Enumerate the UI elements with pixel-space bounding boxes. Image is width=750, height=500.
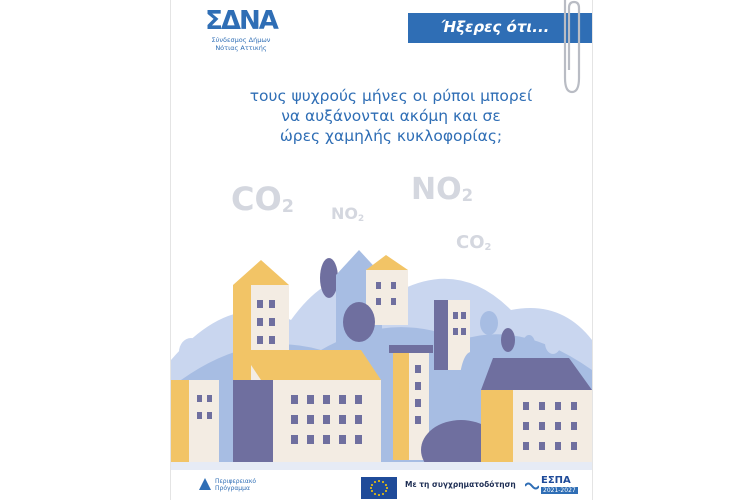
co2-label-small: $CO_2$ xyxy=(456,232,492,253)
regional-program-line2: Πρόγραμμα xyxy=(215,485,250,492)
footer xyxy=(171,470,592,500)
co2-label-large: $CO_2$ xyxy=(231,180,294,218)
question-line-2: να αυξάνονται ακόμη και σε xyxy=(281,107,501,125)
organization-logo xyxy=(201,6,281,52)
no2-label-large: $NO_2$ xyxy=(411,172,474,207)
logo-org-line1: Σύνδεσμος Δήμων xyxy=(211,36,271,44)
poster xyxy=(170,0,593,500)
paperclip-icon xyxy=(555,0,585,100)
regional-program-line1: Περιφερειακό xyxy=(215,478,257,485)
eu-flag-icon xyxy=(361,477,397,499)
question-line-1: τους ψυχρούς μήνες οι ρύποι μπορεί xyxy=(249,87,533,105)
espa-years: 2021-2027 xyxy=(543,487,576,494)
espa-logo-icon xyxy=(525,481,539,491)
cofund-text: Με τη συγχρηματοδότηση xyxy=(405,480,516,489)
question-text xyxy=(211,86,571,146)
banner-label: Ήξερες ότι... xyxy=(441,18,550,36)
no2-label-small: $NO_2$ xyxy=(331,204,365,224)
regional-logo-icon xyxy=(199,478,211,490)
city-illustration xyxy=(171,230,592,470)
espa-name: ΕΣΠΑ xyxy=(541,475,571,486)
logo-mark: ΣΔΝΑ xyxy=(205,6,277,36)
espa-logo xyxy=(525,476,585,495)
logo-org-line2: Νότιας Αττικής xyxy=(215,44,267,52)
question-line-3: ώρες χαμηλής κυκλοφορίας; xyxy=(279,127,503,145)
